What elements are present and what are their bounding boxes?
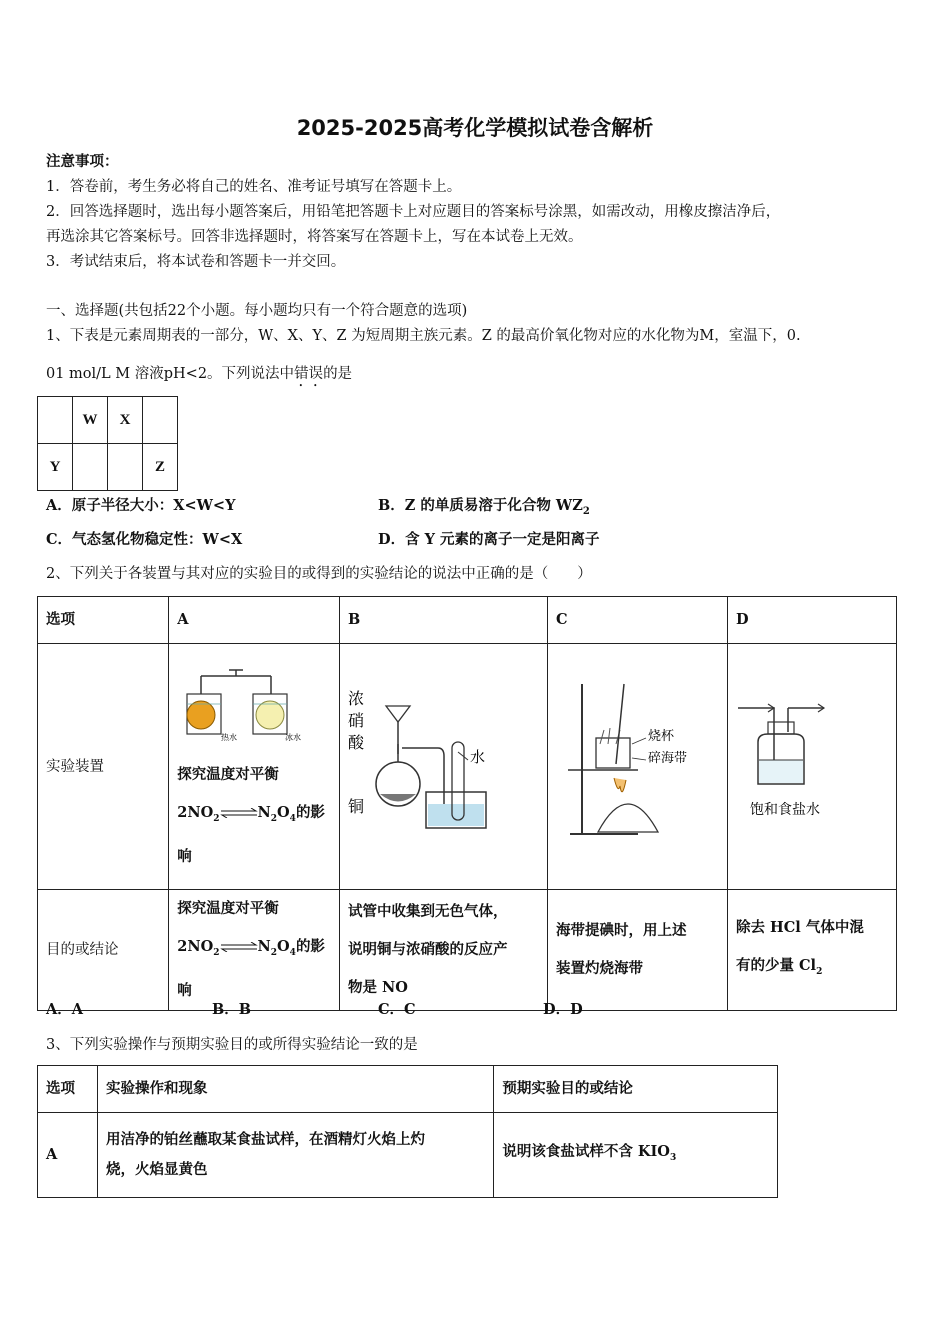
notice-item-2: 2．回答选择题时，选出每小题答案后，用铅笔把答题卡上对应题目的答案标号涂黑，如需改动，用橡皮擦洁净后， [46, 204, 781, 220]
pt-cell [143, 397, 178, 444]
q2-header-c: C [547, 597, 727, 644]
eq-part: 2NO [177, 938, 214, 956]
q1-stem-post: 的是 [323, 366, 353, 382]
q2-b-text-2: 说明铜与浓硝酸的反应产 [348, 941, 508, 958]
q2-apparatus-c [547, 644, 727, 890]
q2-a-equation [177, 928, 331, 972]
saturated-brine-label: 饱和食盐水 [749, 802, 820, 818]
eq-part: O [277, 938, 290, 956]
q2-header-b: B [340, 597, 548, 644]
copper-nitric-acid-figure [340, 644, 546, 874]
q2-a-fig-text-1: 探究温度对平衡 [177, 766, 279, 783]
pt-cell-w: W [73, 397, 108, 444]
eq-part: N [257, 938, 271, 956]
q1-stem-line1: 1、下表是元素周期表的一部分，W、X、Y、Z 为短周期主族元素。Z 的最高价氧化物对应的水化物为M，室温下，0. [46, 328, 801, 344]
q1-stem-pre: 01 mol/L M 溶液pH<2。下列说法中 [46, 366, 295, 382]
eq-part: N [257, 804, 271, 821]
pt-cell-y: Y [38, 444, 73, 491]
q3-row-a-operation [97, 1113, 493, 1198]
q2-apparatus-a [169, 644, 340, 890]
notice-item-2-cont: 再选涂其它答案标号。回答非选择题时，将答案写在答题卡上，写在本试卷上无效。 [46, 229, 583, 245]
eq-part: O [277, 804, 290, 821]
pt-cell [38, 397, 73, 444]
q1-option-b [378, 496, 590, 522]
q3-row-a-conclusion-sub: 3 [669, 1152, 677, 1163]
eq-sub: 4 [289, 813, 296, 824]
q2-a-fig-text-3: 响 [177, 847, 192, 865]
q3-row-a-conclusion [494, 1113, 778, 1198]
eq-sub: 2 [270, 813, 278, 824]
copper-label: 铜 [348, 797, 365, 816]
periodic-table-fragment [37, 396, 178, 491]
seaweed-burning-figure [548, 644, 726, 874]
q2-conclusion-c [547, 890, 727, 1011]
equilibrium-arrow-icon [220, 808, 258, 818]
q3-row-a-op-line2: 烧，火焰显黄色 [105, 1161, 208, 1178]
q2-table [37, 596, 897, 1011]
q3-row-a-op-line1: 用洁净的铂丝蘸取某食盐试样，在酒精灯火焰上灼 [105, 1131, 425, 1148]
q2-a-text-1: 探究温度对平衡 [177, 900, 279, 918]
q1-stem-emphasis: 错误 [294, 366, 324, 382]
q2-conclusion-b [340, 890, 548, 1011]
pt-cell [73, 444, 108, 491]
q3-header-conclusion: 预期实验目的或结论 [494, 1066, 778, 1113]
pt-cell-x: X [108, 397, 143, 444]
water-label: 水 [470, 748, 486, 766]
acid-label-1: 浓 [348, 689, 365, 708]
q2-option-d: D．D [543, 1001, 583, 1018]
q2-c-text-2: 装置灼烧海带 [555, 960, 643, 977]
section-heading: 一、选择题(共包括22个小题。每小题均只有一个符合题意的选项) [46, 303, 468, 319]
q3-header-option: 选项 [38, 1066, 98, 1113]
no2-equilibrium-figure [181, 654, 301, 750]
q2-d-text-2-main: 有的少量 Cl [735, 957, 817, 975]
q1-stem-line2 [46, 364, 352, 390]
q2-header-d: D [727, 597, 896, 644]
q2-row-apparatus-label: 实验装置 [38, 644, 169, 890]
notice-item-3: 3．考试结束后，将本试卷和答题卡一并交回。 [46, 254, 346, 270]
eq-part: 的影 [295, 938, 325, 956]
hot-water-label: 热水 [221, 733, 238, 742]
q3-header-operation: 实验操作和现象 [97, 1066, 493, 1113]
pt-cell-z: Z [143, 444, 178, 491]
q3-row-a-label: A [38, 1113, 98, 1198]
notice-item-1: 1．答卷前，考生务必将自己的姓名、准考证号填写在答题卡上。 [46, 179, 462, 195]
q2-d-text-2 [736, 947, 888, 991]
q1-option-c: C．气态氢化物稳定性：W<X [46, 531, 243, 548]
eq-sub: 2 [213, 813, 220, 824]
eq-sub: 2 [270, 947, 278, 958]
q2-apparatus-d [727, 644, 896, 890]
q3-stem: 3、下列实验操作与预期实验目的或所得实验结论一致的是 [46, 1037, 418, 1053]
acid-label-3: 酸 [348, 733, 365, 752]
eq-part: 的影 [295, 804, 325, 821]
acid-label-2: 硝 [348, 711, 365, 730]
q3-table [37, 1065, 778, 1198]
page-title: 2025-2025高考化学模拟试卷含解析 [296, 116, 654, 140]
q1-option-b-sub: 2 [582, 505, 590, 517]
q2-row-conclusion-label: 目的或结论 [38, 890, 169, 1011]
q1-option-a: A．原子半径大小：X<W<Y [46, 497, 236, 514]
q2-header-a: A [169, 597, 340, 644]
seaweed-label: 碎海带 [647, 751, 687, 766]
eq-sub: 4 [289, 947, 296, 958]
gas-washing-bottle-figure [728, 644, 896, 874]
q2-stem: 2、下列关于各装置与其对应的实验目的或得到的实验结论的说法中正确的是（ ） [46, 566, 592, 582]
notice-heading: 注意事项： [46, 153, 119, 170]
pt-cell [108, 444, 143, 491]
q2-b-text-3: 物是 NO [348, 979, 408, 996]
q2-c-text-1: 海带提碘时，用上述 [555, 922, 687, 939]
q2-b-text-1: 试管中收集到无色气体， [348, 903, 508, 920]
q2-apparatus-b [340, 644, 548, 890]
q2-a-text-3: 响 [177, 981, 192, 999]
equilibrium-arrow-icon [220, 942, 258, 952]
q2-option-a: A．A [46, 1001, 84, 1018]
eq-part: 2NO [177, 804, 214, 821]
eq-sub: 2 [213, 947, 220, 958]
q2-a-fig-equation [177, 794, 325, 838]
q2-option-b: B．B [212, 1001, 252, 1018]
q2-conclusion-a [169, 890, 340, 1011]
q2-d-text-2-sub: 2 [816, 966, 823, 977]
q1-option-b-text: B．Z 的单质易溶于化合物 WZ [378, 497, 583, 514]
ice-water-label: 冰水 [285, 733, 302, 742]
q2-conclusion-d [727, 890, 896, 1011]
q3-row-a-conclusion-text: 说明该食盐试样不含 KIO [502, 1143, 670, 1161]
q2-d-text-1: 除去 HCl 气体中混 [735, 919, 864, 937]
q1-option-d: D．含 Y 元素的离子一定是阳离子 [378, 531, 600, 548]
q2-header-option: 选项 [38, 597, 169, 644]
q2-option-c: C．C [378, 1001, 416, 1018]
beaker-label: 烧杯 [647, 729, 674, 744]
